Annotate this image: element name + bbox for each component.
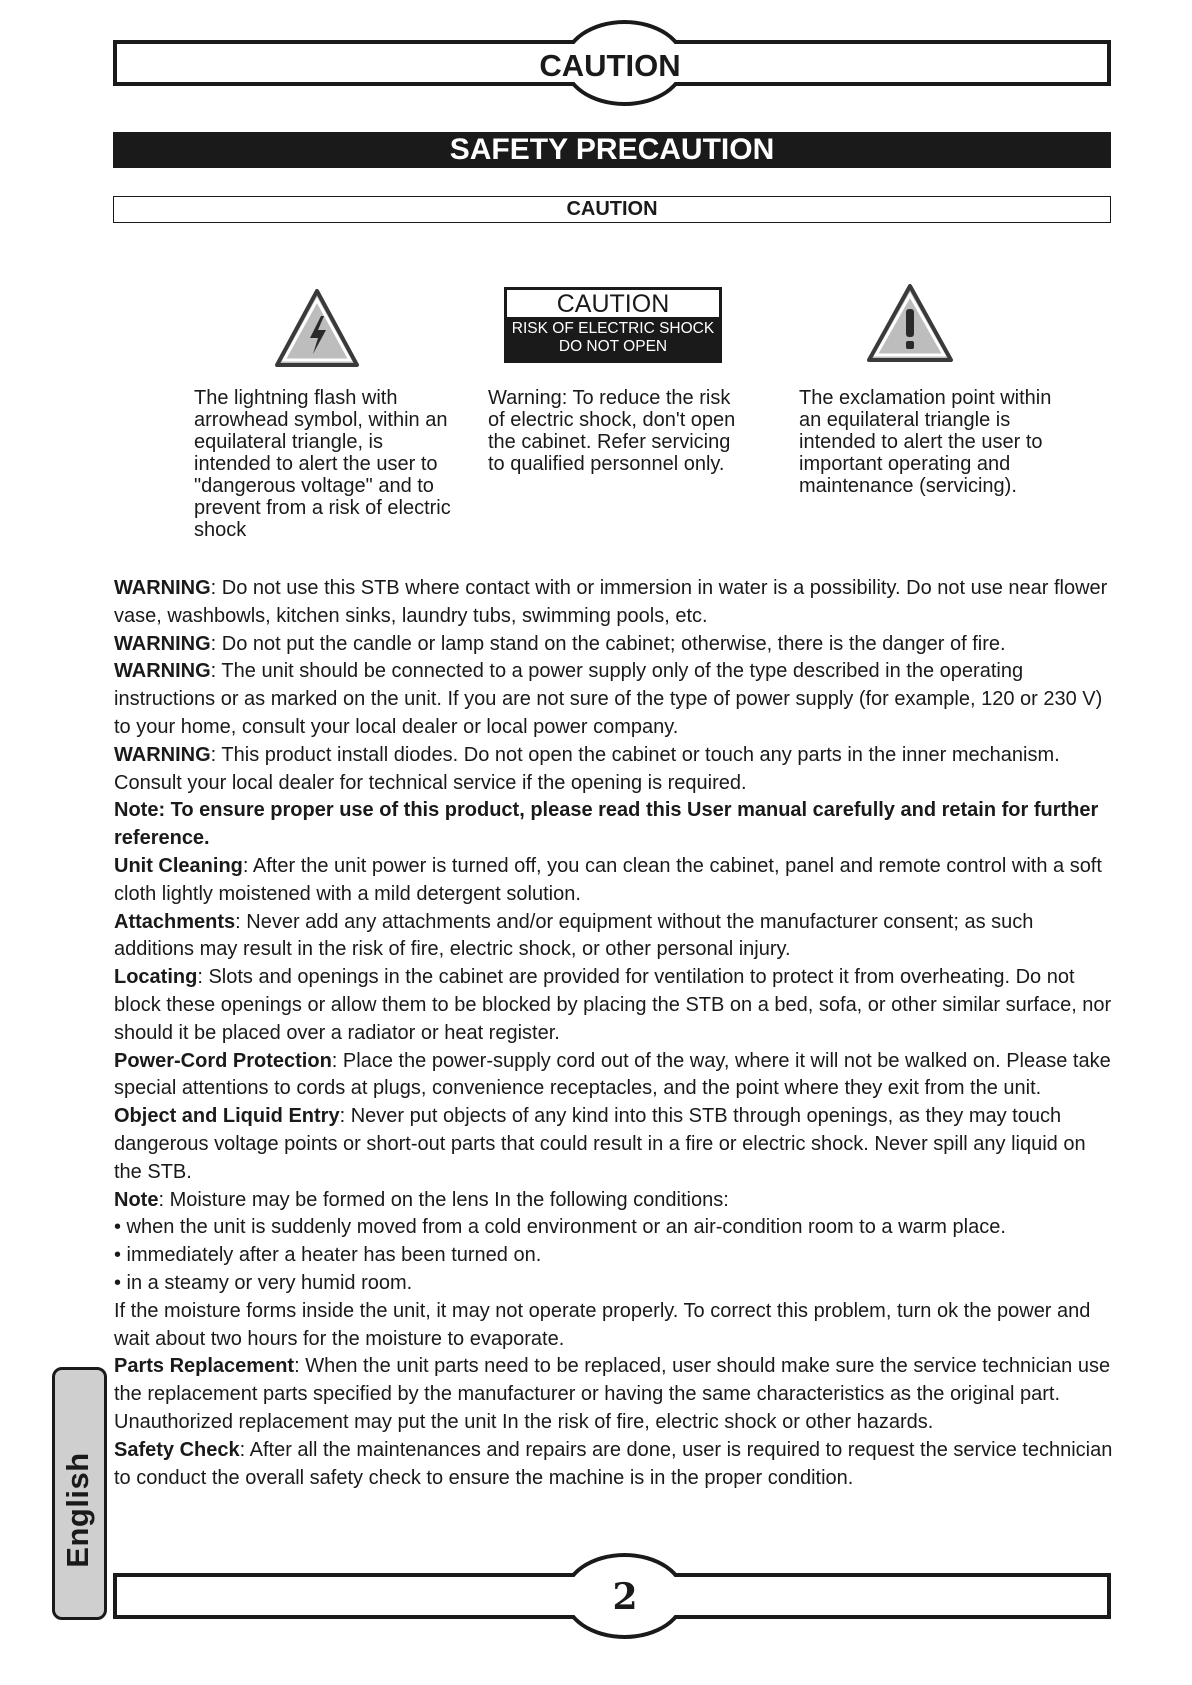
lightning-triangle-icon [274, 288, 360, 368]
warning-description [488, 387, 758, 475]
bullet-item: • in a steamy or very humid room. [114, 1271, 413, 1294]
paragraph-text: : Do not put the candle or lamp stand on the cabinet; otherwise, there is the danger of fire. [210, 632, 1006, 655]
lightning-description-line: arrowhead symbol, within an [194, 409, 448, 431]
paragraph-heading: WARNING [114, 577, 211, 599]
exclamation-description-line: The exclamation point within [799, 387, 1052, 409]
paragraph-heading: Note [114, 1188, 159, 1211]
paragraph-warning-power [114, 658, 1114, 741]
paragraph-heading: Note: To ensure proper use of this product, please read this User manual carefully and retain for further reference. [114, 799, 1099, 850]
caution-label-line3: DO NOT OPEN [558, 338, 668, 355]
paragraph-text: : When the unit parts need to be replaced, user should make sure the service technician use the replacement parts specified by the manufacturer or having the same characteristics as the original part. Unauthorized replacement may put the unit In the risk of fire, electric shock or other hazards. [114, 1355, 1111, 1433]
paragraph-text: : Moisture may be formed on the lens In the following conditions: [158, 1188, 729, 1211]
paragraph-text: : The unit should be connected to a power supply only of the type described in the operating instructions or as marked on the unit. If you are not sure of the type of power supply (for example, 120 or 230 V) to your home, consult your local dealer or local power company. [114, 660, 1103, 738]
lightning-description-line: The lightning flash with [194, 387, 398, 409]
lightning-description-line: intended to alert the user to [194, 453, 438, 475]
lightning-description-line: shock [194, 519, 247, 541]
paragraph-locating [114, 964, 1114, 1047]
paragraph-object-liquid [114, 1103, 1114, 1186]
paragraph-safety-check [114, 1437, 1114, 1493]
caution-subheading: CAUTION [113, 196, 1111, 223]
section-title: SAFETY PRECAUTION [113, 132, 1111, 168]
paragraph-heading: Power-Cord Protection [114, 1049, 332, 1072]
paragraph-text: If the moisture forms inside the unit, it may not operate properly. To correct this problem, turn ok the power and wait about two hours for the moisture to evaporate. [114, 1299, 1091, 1350]
paragraph-moisture-fix [114, 1298, 1114, 1354]
paragraph-heading: Safety Check [114, 1438, 240, 1461]
paragraph-heading: Unit Cleaning [114, 854, 243, 877]
paragraph-text: : Never add any attachments and/or equipment without the manufacturer consent; as such additions may result in the risk of fire, electric shock, or other personal injury. [114, 910, 1034, 961]
paragraph-attachments [114, 909, 1114, 965]
warning-description-line: the cabinet. Refer servicing [488, 431, 731, 453]
page-number: 2 [612, 1576, 638, 1618]
language-tab-label: English [60, 1452, 95, 1568]
paragraph-heading: WARNING [114, 743, 211, 766]
warning-description-line: Warning: To reduce the risk [488, 387, 731, 409]
paragraph-heading: WARNING [114, 632, 211, 655]
exclamation-description-line: important operating and [799, 453, 1011, 475]
caution-label-title: CAUTION [507, 290, 719, 317]
paragraph-note-moisture [114, 1187, 1114, 1215]
lightning-description [194, 387, 466, 541]
paragraph-parts-replacement [114, 1353, 1114, 1436]
exclamation-description [799, 387, 1079, 497]
paragraph-text: : This product install diodes. Do not open the cabinet or touch any parts in the inner mechanism. Consult your local dealer for technical service if the opening is required. [114, 743, 1060, 794]
paragraph-text: : Do not use this STB where contact with or immersion in water is a possibility. Do not use near flower vase, washbowls, kitchen sinks, laundry tubs, swimming pools, etc. [114, 577, 1108, 627]
paragraph-text: : After all the maintenances and repairs are done, user is required to request the service technician to conduct the overall safety check to ensure the machine is in the proper condition. [114, 1438, 1113, 1489]
exclamation-description-line: maintenance (servicing). [799, 475, 1017, 497]
bullet-item: • when the unit is suddenly moved from a cold environment or an air-condition room to a warm place. [114, 1216, 1006, 1239]
paragraph-text: : Slots and openings in the cabinet are provided for ventilation to protect it from overheating. Do not block these openings or allow them to be blocked by placing the STB on a bed, sofa, or other similar surface, nor should it be placed over a radiator or heat register. [114, 966, 1112, 1044]
lightning-description-line: "dangerous voltage" and to [194, 475, 434, 497]
paragraph-text: : Never put objects of any kind into this STB through openings, as they may touch dangerous voltage points or short-out parts that could result in a fire or electric shock. Never spill any liquid on the STB. [114, 1105, 1086, 1183]
paragraph-note-manual [114, 797, 1114, 853]
exclamation-description-line: intended to alert the user to [799, 431, 1043, 453]
warning-description-line: to qualified personnel only. [488, 453, 725, 475]
paragraph-warning-water [114, 575, 1114, 631]
safety-instructions [114, 575, 1114, 1492]
paragraph-heading: Attachments [114, 910, 236, 933]
bullet-item: • immediately after a heater has been turned on. [114, 1244, 542, 1267]
paragraph-heading: Parts Replacement [114, 1355, 295, 1378]
paragraph-power-cord [114, 1048, 1114, 1104]
exclamation-description-line: an equilateral triangle is [799, 409, 1011, 431]
lightning-description-line: prevent from a risk of electric [194, 497, 451, 519]
exclamation-triangle-icon [866, 283, 954, 363]
paragraph-heading: Object and Liquid Entry [114, 1105, 340, 1128]
paragraph-heading: Locating [114, 966, 198, 989]
paragraph-warning-diodes [114, 742, 1114, 798]
lightning-description-line: equilateral triangle, is [194, 431, 383, 453]
paragraph-text: : Place the power-supply cord out of the way, where it will not be walked on. Please take special attentions to cords at plugs, convenience receptacles, and the point where they exit from the unit. [114, 1049, 1111, 1100]
caution-label [504, 287, 722, 363]
paragraph-unit-cleaning [114, 853, 1114, 909]
caution-label-line2: RISK OF ELECTRIC SHOCK [511, 320, 715, 337]
paragraph-warning-fire [114, 631, 1114, 659]
warning-description-line: of electric shock, don't open [488, 409, 736, 431]
caution-heading: CAUTION [539, 48, 681, 83]
paragraph-text: : After the unit power is turned off, you can clean the cabinet, panel and remote control with a soft cloth lightly moistened with a mild detergent solution. [114, 854, 1102, 905]
paragraph-heading: WARNING [114, 660, 211, 683]
